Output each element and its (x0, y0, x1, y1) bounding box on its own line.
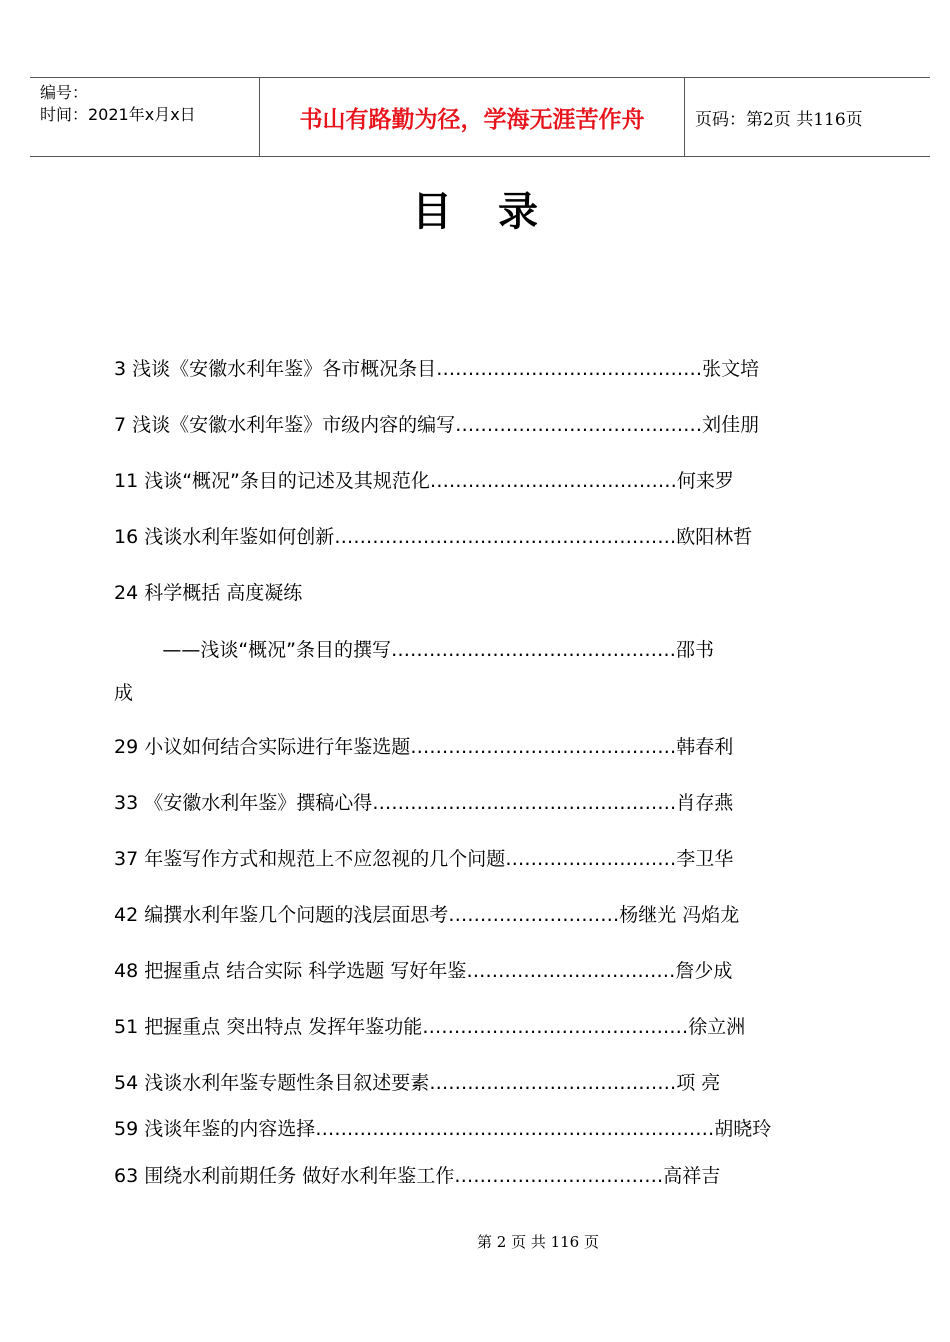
toc-item: 33 《安徽水利年鉴》撰稿心得…………………………………………肖存燕 (114, 792, 734, 814)
toc-item: 63 围绕水利前期任务 做好水利年鉴工作……………………………高祥吉 (114, 1165, 721, 1187)
toc-item-wrap: 成 (114, 682, 134, 704)
header-page-info: 页码：第2页 共116页 (695, 109, 863, 130)
page-title: 目录 (412, 188, 584, 235)
toc-item: 48 把握重点 结合实际 科学选题 写好年鉴……………………………詹少成 (114, 960, 733, 982)
toc-item: 7 浅谈《安徽水利年鉴》市级内容的编写…………………………………刘佳朋 (114, 414, 760, 436)
toc-item: 37 年鉴写作方式和规范上不应忽视的几个问题………………………李卫华 (114, 848, 734, 870)
toc-item: 29 小议如何结合实际进行年鉴选题……………………………………韩春利 (114, 736, 734, 758)
toc-item-subtitle: ——浅谈“概况”条目的撰写………………………………………邵书 (114, 639, 715, 661)
toc-item: 24 科学概括 高度凝练 (114, 582, 303, 604)
toc-item: 16 浅谈水利年鉴如何创新………………………………………………欧阳林哲 (114, 526, 753, 548)
toc-item: 3 浅谈《安徽水利年鉴》各市概况条目……………………………………张文培 (114, 358, 760, 380)
header-meta (30, 78, 259, 156)
time-label: 时间：2021年x月x日 (40, 105, 196, 124)
toc-item: 11 浅谈“概况”条目的记述及其规范化…………………………………何来罗 (114, 470, 734, 492)
toc-item: 42 编撰水利年鉴几个问题的浅层面思考………………………杨继光 冯焰龙 (114, 904, 740, 926)
toc-item: 51 把握重点 突出特点 发挥年鉴功能……………………………………徐立洲 (114, 1016, 746, 1038)
page-footer: 第 2 页 共 116 页 (476, 1233, 599, 1251)
page-header (30, 77, 930, 157)
toc-item: 59 浅谈年鉴的内容选择………………………………………………………胡晓玲 (114, 1118, 772, 1140)
number-label: 编号： (40, 83, 89, 102)
header-motto: 书山有路勤为径，学海无涯苦作舟 (259, 78, 685, 156)
toc-item: 54 浅谈水利年鉴专题性条目叙述要素…………………………………项 亮 (114, 1072, 721, 1094)
